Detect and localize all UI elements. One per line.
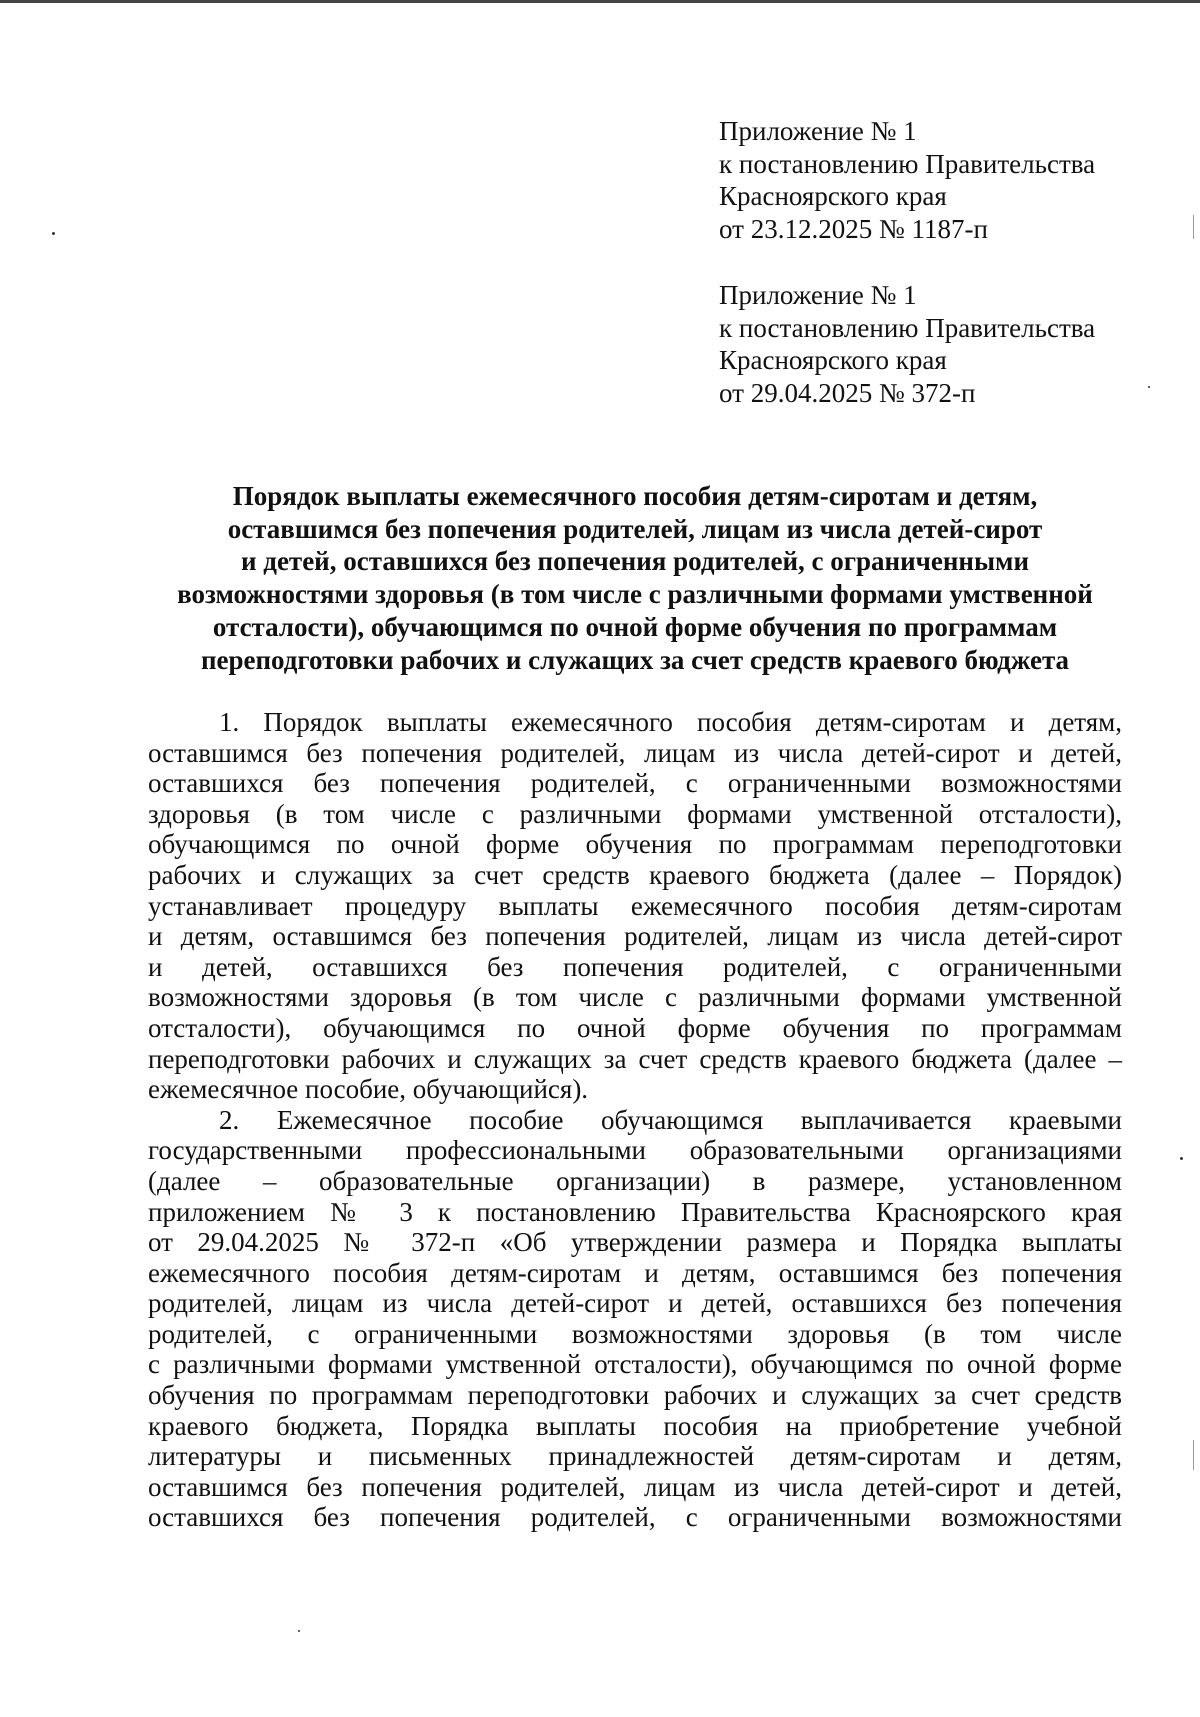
paragraph-1-line: и детей, оставшихся без попечения родителей, с ограниченными [148,951,1122,982]
paragraph-1-line: отсталости), обучающимся по очной форме обучения по программам [148,1012,1122,1043]
paragraph-2-line: литературы и письменных принадлежностей детям-сиротам и детям, [148,1441,1122,1472]
title-line: оставшимся без попечения родителей, лицам из числа детей-сирот [227,513,1043,544]
paragraph-2-line: оставшихся без попечения родителей, с ограниченными возможностями [148,1502,1122,1533]
paragraph-1-line: возможностями здоровья (в том числе с различными формами умственной [148,982,1122,1013]
title-line: Порядок выплаты ежемесячного пособия детям-сиротам и детям, [232,481,1038,511]
approval-block-current [719,115,1095,245]
approval-line: к постановлению Правительства [719,312,1096,343]
approval-line: Приложение № 1 [719,116,917,146]
approval-line: Красноярского края [719,181,947,211]
paragraph-1-line: устанавливает процедуру выплаты ежемесячного пособия детям-сиротам [148,890,1122,921]
paragraph-2-line: оставшимся без попечения родителей, лицам из числа детей-сирот и детей, [148,1471,1122,1502]
scan-speck [1180,1157,1183,1160]
title-line: переподготовки рабочих и служащих за счет средств краевого бюджета [200,644,1070,675]
document-title [150,480,1120,676]
document-body [148,707,1122,1533]
paragraph-2-line: краевого бюджета, Порядка выплаты пособия на приобретение учебной [148,1410,1122,1441]
approval-line: от 29.04.2025 № 372-п [719,377,976,408]
paragraph-2-line: родителей, лицам из числа детей-сирот и детей, оставшихся без попечения [148,1288,1122,1319]
title-line: отсталости), обучающимся по очной форме обучения по программам [212,611,1058,642]
paragraph-2-line: родителей, с ограниченными возможностями здоровья (в том числе [148,1318,1122,1349]
scan-speck [298,1630,300,1632]
approval-line: от 23.12.2025 № 1187-п [719,213,988,244]
paragraph-2-line: приложением № 3 к постановлению Правительства Красноярского края [148,1196,1122,1227]
paragraph-2-line: обучения по программам переподготовки рабочих и служащих за счет средств [148,1380,1122,1411]
approval-line: Приложение № 1 [719,280,917,310]
paragraph-2-line: с различными формами умственной отсталости), обучающимся по очной форме [148,1349,1122,1380]
scan-speck [1148,386,1150,388]
approval-line: к постановлению Правительства [719,148,1096,179]
paragraph-1-line: здоровья (в том числе с различными формами умственной отсталости), [148,798,1122,829]
title-line: и детей, оставшихся без попечения родителей, с ограниченными [240,546,1030,577]
paragraph-1-line: 1. Порядок выплаты ежемесячного пособия детям-сиротам и детям, [219,707,1122,737]
paragraph-1-line: и детям, оставшимся без попечения родителей, лицам из числа детей-сирот [148,921,1122,952]
paragraph-2-line: 2. Ежемесячное пособие обучающимся выплачивается краевыми [219,1104,1122,1135]
paragraph-1-line: рабочих и служащих за счет средств краевого бюджета (далее – Порядок) [148,859,1122,890]
paragraph-1-line: оставшимся без попечения родителей, лицам из числа детей-сирот и детей, [148,737,1122,768]
paragraph-1-line: ежемесячное пособие, обучающийся). [148,1074,589,1105]
approval-block-original [719,279,1095,409]
paragraph-1-line: переподготовки рабочих и служащих за счет средств краевого бюджета (далее – [148,1043,1122,1074]
scan-edge-mark [1193,215,1194,239]
scan-edge-mark [1193,1440,1194,1470]
paragraph-2-line: (далее – образовательные организации) в размере, установленном [148,1165,1122,1196]
scan-speck [52,232,55,235]
paragraph-1-line: обучающимся по очной форме обучения по программам переподготовки [148,829,1122,860]
paragraph-2-line: государственными профессиональными образовательными организациями [148,1135,1122,1166]
title-line: возможностями здоровья (в том числе с различными формами умственной [177,579,1093,610]
paragraph-2-line: от 29.04.2025 № 372-п «Об утверждении размера и Порядка выплаты [148,1227,1122,1258]
approval-line: Красноярского края [719,345,947,375]
paragraph-2-line: ежемесячного пособия детям-сиротам и детям, оставшимся без попечения [148,1257,1122,1288]
paragraph-1-line: оставшихся без попечения родителей, с ограниченными возможностями [148,768,1122,799]
scan-top-edge [0,0,1200,3]
